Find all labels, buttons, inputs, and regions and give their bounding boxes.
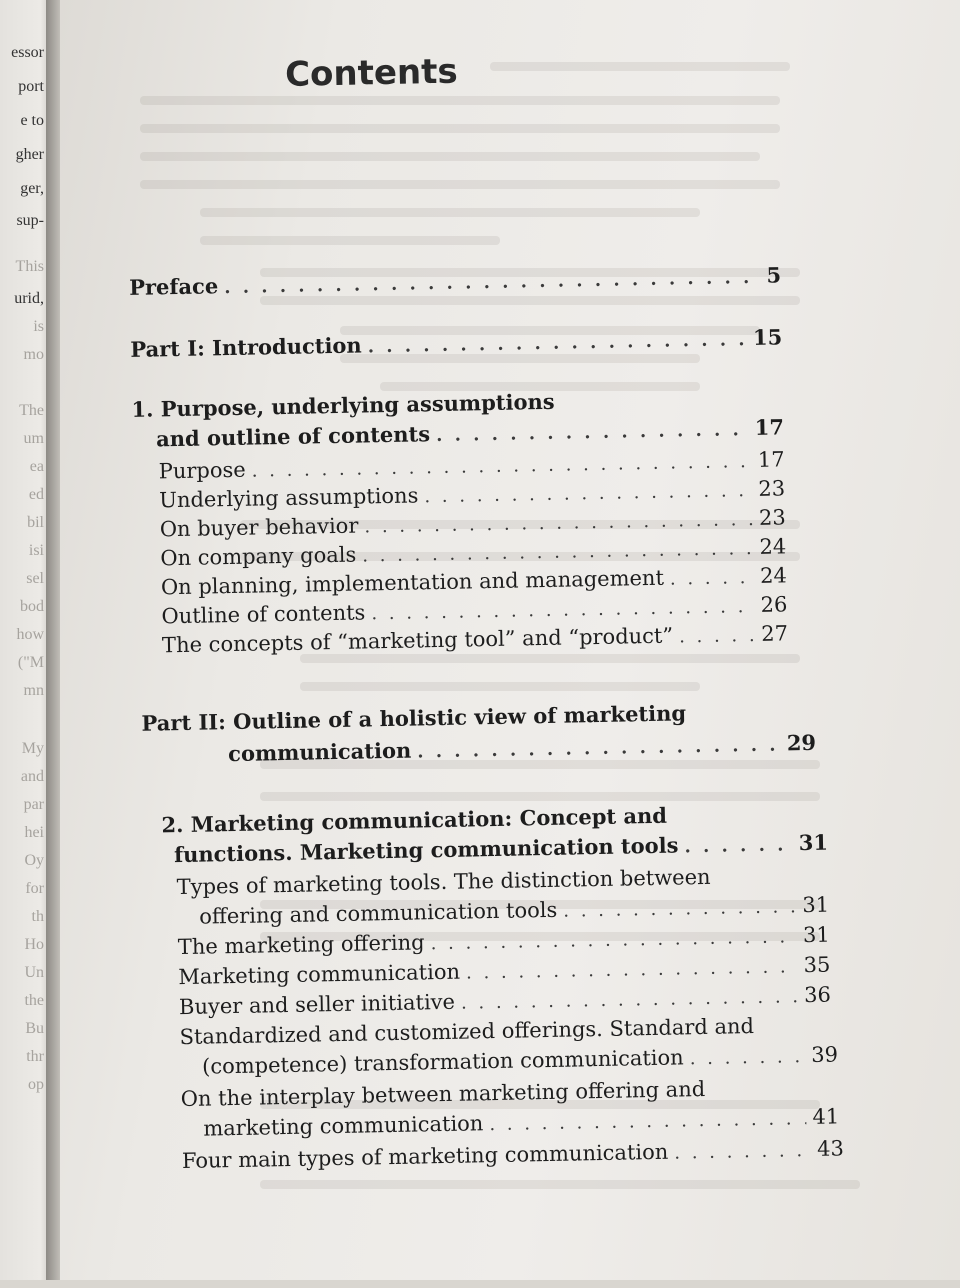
left-page-text: ger, — [20, 180, 44, 197]
left-page-text: bod — [20, 598, 44, 615]
toc-entry-preface[interactable] — [129, 261, 781, 304]
toc-entry-label: Outline of contents — [161, 600, 366, 629]
left-page-text: mn — [23, 682, 44, 699]
toc-page-number: 23 — [758, 476, 786, 501]
left-page-text: This — [15, 258, 44, 275]
toc-entry-label: Underlying assumptions — [159, 483, 419, 513]
toc-entry-label: (competence) transformation communication — [201, 1045, 684, 1079]
toc-entry-part-1[interactable] — [130, 323, 782, 366]
toc-page-number: 24 — [759, 534, 787, 559]
toc-page-number: 17 — [754, 414, 785, 440]
left-page-text: um — [23, 430, 44, 447]
left-page-text: op — [28, 1076, 44, 1093]
toc-entry-label: Purpose — [158, 457, 246, 484]
dot-leader — [679, 622, 756, 651]
toc-entry-label: offering and communication tools — [199, 897, 558, 929]
toc-entry-label: Buyer and seller initiative — [178, 989, 456, 1020]
toc-entry-label: Preface — [128, 273, 219, 300]
left-page-text: essor — [11, 44, 44, 61]
dot-leader — [224, 264, 749, 302]
left-page-text: port — [18, 78, 44, 95]
toc-entry-label: On planning, implementation and management — [160, 565, 665, 600]
toc-section-standardized-line1: Standardized and customized offerings. Standard and — [179, 1014, 755, 1050]
toc-chapter-1-title-line1: 1. Purpose, underlying assumptions — [131, 388, 555, 422]
left-page-text: sel — [26, 570, 44, 587]
toc-entry-label: Marketing communication — [178, 959, 461, 990]
toc-page-number: 39 — [811, 1042, 839, 1067]
toc-entry-label: On company goals — [160, 542, 357, 571]
left-page-text: gher — [15, 146, 44, 163]
toc-entry-label: communication — [227, 737, 412, 767]
toc-page-number: 41 — [812, 1104, 840, 1129]
toc-page-number: 24 — [759, 563, 788, 588]
toc-entry-label: Four main types of marketing communication — [181, 1139, 669, 1174]
toc-entry-label: On buyer behavior — [159, 513, 359, 542]
toc-page-number: 31 — [798, 829, 829, 856]
toc-page-number: 29 — [786, 729, 817, 756]
toc-entry-label: functions. Marketing communication tools — [173, 832, 679, 868]
left-page-text: sup- — [16, 212, 44, 229]
left-page-text: isi — [28, 542, 44, 559]
dot-leader — [489, 1105, 807, 1139]
toc-part-2-title-line1: Part II: Outline of a holistic view of marketing — [141, 700, 687, 736]
left-page-text: ("M — [17, 654, 44, 671]
toc-entry-label: and outline of contents — [155, 421, 431, 452]
toc-page-number: 17 — [757, 447, 785, 472]
toc-page-number: 43 — [816, 1136, 845, 1161]
left-page-text: Oy — [24, 852, 44, 869]
toc-section-interplay-line1: On the interplay between marketing offering and — [180, 1076, 706, 1112]
dot-leader — [674, 1137, 811, 1168]
left-page-text: ed — [28, 486, 44, 503]
toc-entry-label: The marketing offering — [177, 930, 425, 960]
left-page-text: urid, — [14, 290, 44, 307]
dot-leader — [689, 1043, 805, 1073]
dot-leader — [417, 731, 781, 766]
toc-page-number: 27 — [760, 621, 789, 646]
left-page-text: par — [23, 796, 44, 813]
left-page-text: is — [33, 318, 44, 335]
left-page-text: bil — [27, 514, 44, 531]
toc-entry-part-2[interactable] — [228, 729, 816, 770]
toc-page-number: 31 — [802, 892, 830, 918]
left-page-text: My — [21, 740, 44, 757]
left-page-text: and — [20, 768, 44, 785]
dot-leader — [367, 326, 747, 361]
left-page-text: hei — [24, 824, 44, 841]
left-page-text: ea — [29, 458, 44, 475]
toc-chapter-2-title-line1: 2. Marketing communication: Concept and — [161, 802, 668, 838]
toc-entry-label: The concepts of “marketing tool” and “product” — [161, 623, 674, 658]
dot-leader — [670, 564, 755, 594]
toc-page-number: 5 — [766, 262, 782, 288]
toc-entry-label: Part I: Introduction — [130, 332, 362, 362]
toc-page-number: 23 — [758, 505, 786, 530]
left-page-text: thr — [26, 1048, 44, 1065]
toc-page-number: 31 — [802, 922, 830, 948]
left-page-text: Bu — [25, 1020, 44, 1037]
left-page-text: how — [16, 626, 44, 643]
left-page-text: mo — [23, 346, 44, 363]
left-page-text: e to — [20, 112, 44, 129]
dot-leader — [684, 831, 793, 861]
toc-entry-label: marketing communication — [203, 1111, 484, 1141]
toc-page-number: 35 — [803, 952, 831, 978]
toc-page-number: 26 — [760, 592, 788, 617]
left-page-text: Un — [24, 964, 44, 981]
toc-page-number: 36 — [803, 982, 832, 1008]
left-page-text: the — [24, 992, 44, 1009]
dot-leader — [563, 893, 797, 925]
page-title: Contents — [284, 51, 459, 95]
left-page-text: The — [19, 402, 44, 419]
dot-leader — [436, 416, 749, 450]
toc-page-number: 15 — [752, 324, 783, 350]
toc-section-types-line1: Types of marketing tools. The distinction between — [176, 864, 711, 900]
left-page-text: th — [31, 908, 44, 925]
left-page-text: for — [25, 880, 44, 897]
left-page-text: Ho — [24, 936, 44, 953]
